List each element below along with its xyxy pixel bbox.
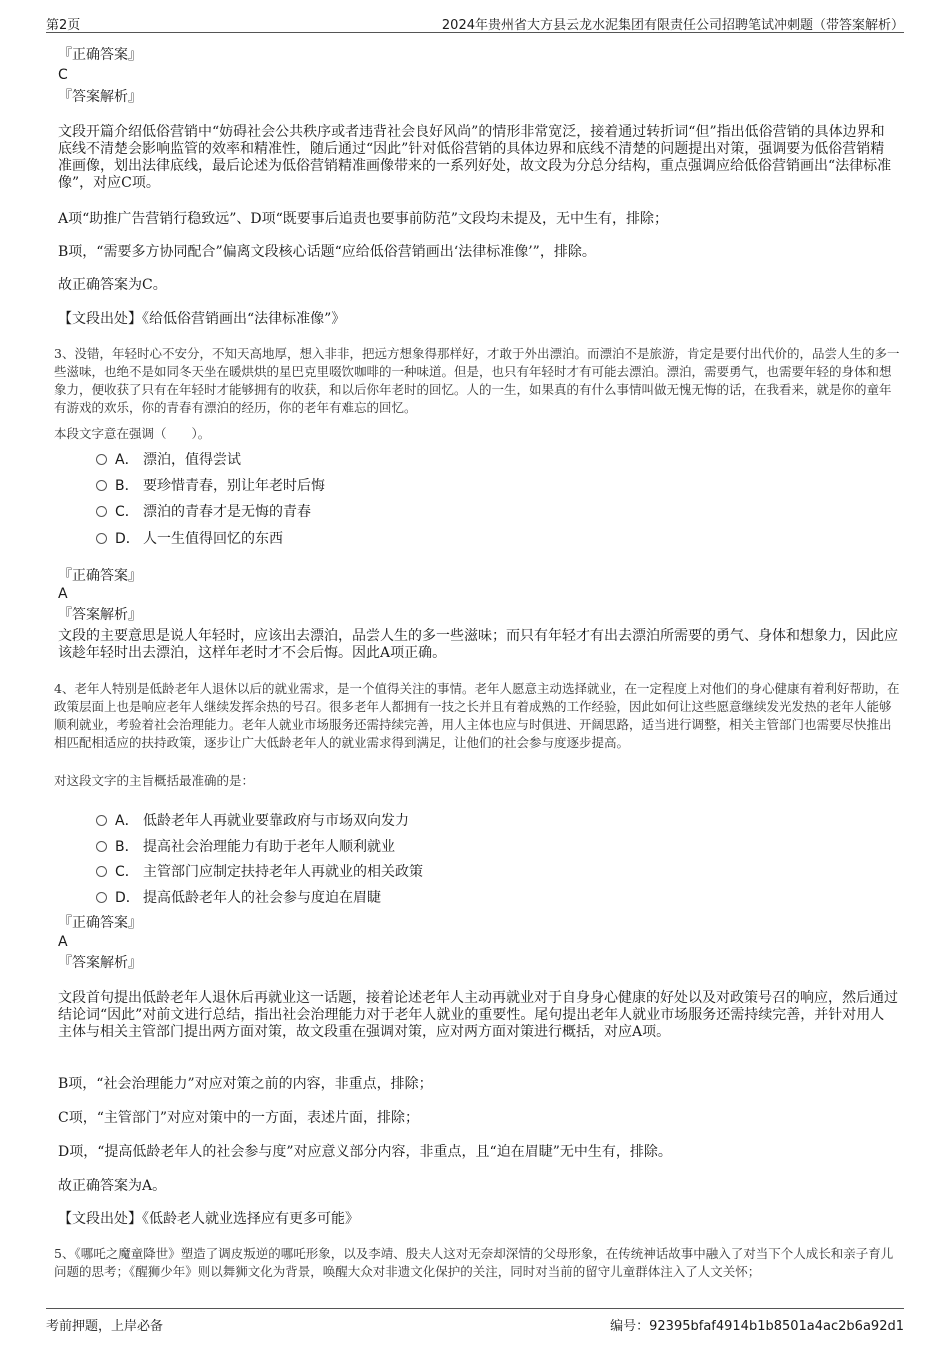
option-d[interactable]: D． 提高低龄老年人的社会参与度迫在眉睫 xyxy=(96,887,381,907)
radio-icon[interactable] xyxy=(96,480,107,491)
radio-icon[interactable] xyxy=(96,533,107,544)
option-a[interactable]: A． 漂泊，值得尝试 xyxy=(96,449,241,469)
option-c[interactable]: C． 漂泊的青春才是无悔的青春 xyxy=(96,501,311,521)
document-title: 2024年贵州省大方县云龙水泥集团有限责任公司招聘笔试冲刺题（带答案解析） xyxy=(441,18,904,33)
radio-icon[interactable] xyxy=(96,506,107,517)
option-c[interactable]: C． 主管部门应制定扶持老年人再就业的相关政策 xyxy=(96,861,423,881)
page-footer xyxy=(46,1308,904,1333)
analysis-label: 『答案解析』 xyxy=(58,955,142,971)
analysis-note: B项，“社会治理能力”对应对策之前的内容，非重点，排除； xyxy=(58,1076,433,1092)
source-citation: 【文段出处】《给低俗营销画出“法律标准像”》 xyxy=(58,311,346,327)
radio-icon[interactable] xyxy=(96,815,107,826)
answer-label: 『正确答案』 xyxy=(58,568,142,584)
analysis-note: B项，“需要多方协同配合”偏离文段核心话题“应给低俗营销画出‘法律标准像’”，排除。 xyxy=(58,244,596,260)
answer-value: C xyxy=(58,67,68,83)
document-code: 编号：92395bfaf4914b1b8501a4ac2b6a92d1 xyxy=(610,1319,904,1334)
option-d[interactable]: D． 人一生值得回忆的东西 xyxy=(96,528,283,548)
analysis-label: 『答案解析』 xyxy=(58,89,142,105)
question-stem: 5、《哪吒之魔童降世》塑造了调皮叛逆的哪吒形象，以及李靖、殷夫人这对无奈却深情的父母形象，在传统神话故事中融入了对当下个人成长和亲子育儿问题的思考；《醒狮少年》则以舞狮文化为背景，唤醒大众对非遗文化保护的关注，同时对当前的留守儿童群体注入了人文关怀； xyxy=(54,1246,894,1279)
answer-value: A xyxy=(58,586,68,602)
analysis-text: 文段的主要意思是说人年轻时，应该出去漂泊，品尝人生的多一些滋味；而只有年轻才有出去漂泊所需要的勇气、身体和想象力，因此应该趁年轻时出去漂泊，这样年老时才不会后悔。因此A项正确。 xyxy=(58,628,898,661)
question-stem: 3、没错，年轻时心不安分，不知天高地厚，想入非非，把远方想象得那样好，才敢于外出漂泊。而漂泊不是旅游，肯定是要付出代价的，品尝人生的多一些滋味，也绝不是如同冬天坐在暖烘烘的星巴克里啜饮咖啡的一种味道。但是，也只有年轻时才有可能去漂泊。漂泊，需要勇气，也需要年轻的身体和想象力，便收获了只有在年轻时才能够拥有的收获，和以后你年老时的回忆。人的一生，如果真的有什么事情叫做无愧无悔的话，在我看来，就是你的童年有游戏的欢乐，你的青春有漂泊的经历，你的老年有难忘的回忆。 xyxy=(54,346,900,415)
page-number: 第2页 xyxy=(46,18,81,33)
source-citation: 【文段出处】《低龄老人就业选择应有更多可能》 xyxy=(58,1211,359,1227)
analysis-label: 『答案解析』 xyxy=(58,607,142,623)
answer-label: 『正确答案』 xyxy=(58,47,142,63)
question-stem: 4、老年人特别是低龄老年人退休以后的就业需求，是一个值得关注的事情。老年人愿意主动选择就业，在一定程度上对他们的身心健康有着利好帮助，在政策层面上也是响应老年人继续发挥余热的号召。很多老年人都拥有一技之长并且有着成熟的工作经验，因此如何让这些愿意继续发光发热的老年人能够顺利就业，考验着社会治理能力。老年人就业市场服务还需持续完善，用人主体也应与时俱进、开阔思路，适当进行调整，相关主管部门也需要尽快推出相匹配相适应的扶持政策，逐步让广大低龄老年人的就业需求得到满足，让他们的社会参与度逐步提高。 xyxy=(54,681,900,750)
option-b[interactable]: B． 要珍惜青春，别让年老时后悔 xyxy=(96,475,325,495)
analysis-note: C项，“主管部门”对应对策中的一方面，表述片面，排除； xyxy=(58,1110,420,1126)
answer-label: 『正确答案』 xyxy=(58,915,142,931)
conclusion: 故正确答案为C。 xyxy=(58,277,167,293)
analysis-text: 文段首句提出低龄老年人退休后再就业这一话题，接着论述老年人主动再就业对于自身身心健康的好处以及对政策号召的响应，然后通过结论词“因此”对前文进行总结，指出社会治理能力对于老年人就业的重要性。尾句提出老年人就业市场服务还需持续完善，并针对用人主体与相关主管部门提出两方面对策，故文段重在强调对策，应对两方面对策进行概括，对应A项。 xyxy=(58,990,898,1040)
answer-value: A xyxy=(58,934,68,950)
radio-icon[interactable] xyxy=(96,866,107,877)
page-header xyxy=(46,10,904,33)
question-prompt: 对这段文字的主旨概括最准确的是： xyxy=(54,773,255,788)
analysis-note: D项，“提高低龄老年人的社会参与度”对应意义部分内容，非重点，且“迫在眉睫”无中生有，排除。 xyxy=(58,1144,672,1160)
conclusion: 故正确答案为A。 xyxy=(58,1178,167,1194)
analysis-note: A项“助推广告营销行稳致远”、D项“既要事后追责也要事前防范”文段均未提及，无中生有，排除； xyxy=(58,211,668,227)
question-prompt: 本段文字意在强调（ ）。 xyxy=(54,426,211,441)
analysis-text: 文段开篇介绍低俗营销中“妨碍社会公共秩序或者违背社会良好风尚”的情形非常宽泛，接着通过转折词“但”指出低俗营销的具体边界和底线不清楚会影响监管的效率和精准性，随后通过“因此”针对低俗营销的具体边界和底线不清楚的问题提出对策，强调要为低俗营销精准画像，划出法律底线，最后论述为低俗营销精准画像带来的一系列好处，故文段为分总分结构，重点强调应给低俗营销画出“法律标准像”，对应C项。 xyxy=(58,124,892,191)
option-b[interactable]: B． 提高社会治理能力有助于老年人顺利就业 xyxy=(96,836,395,856)
radio-icon[interactable] xyxy=(96,892,107,903)
option-a[interactable]: A． 低龄老年人再就业要靠政府与市场双向发力 xyxy=(96,810,409,830)
radio-icon[interactable] xyxy=(96,841,107,852)
footer-slogan: 考前押题，上岸必备 xyxy=(46,1319,164,1334)
radio-icon[interactable] xyxy=(96,454,107,465)
